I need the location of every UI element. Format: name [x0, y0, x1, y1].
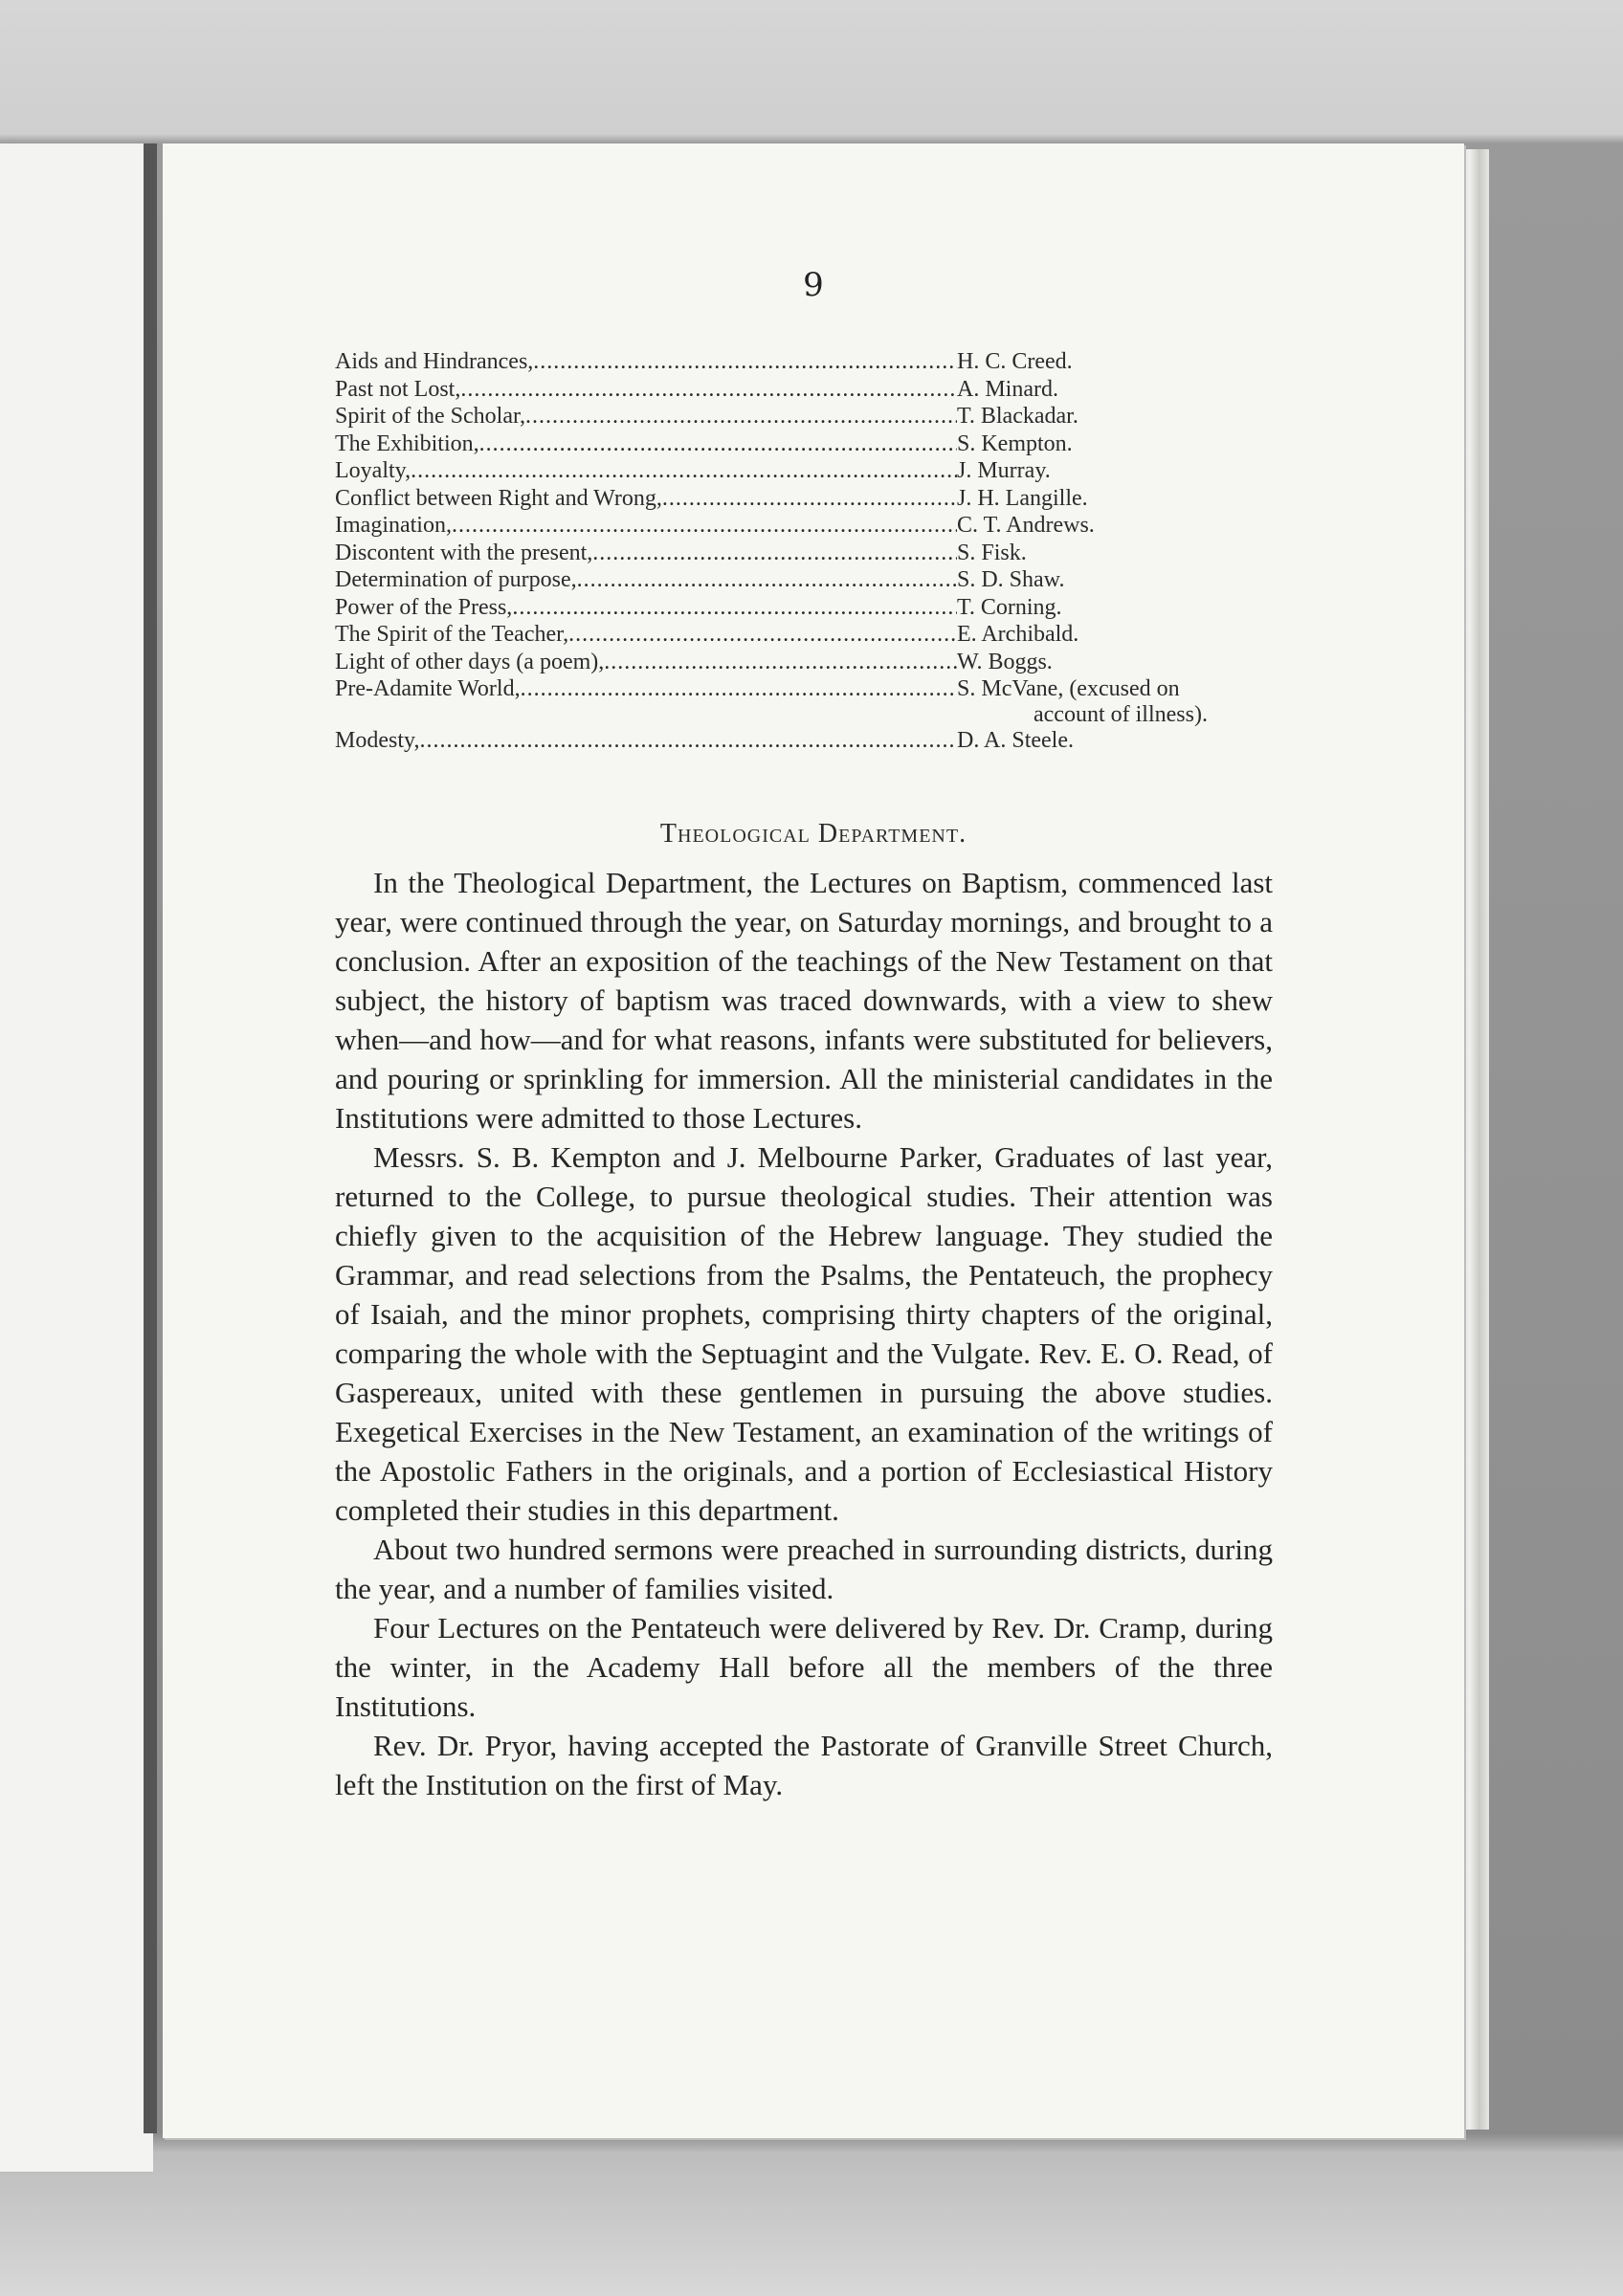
essay-title: The Spirit of the Teacher, .....	[335, 621, 957, 649]
essay-list-item	[335, 457, 1321, 485]
paragraph: Four Lectures on the Pentateuch were delivered by Rev. Dr. Cramp, during the winter, in the Academy Hall before all the members of the three Institutions.	[335, 1611, 1273, 1723]
essay-author: H. C. Creed.	[957, 349, 1073, 374]
essay-author: T. Corning.	[957, 594, 1062, 620]
essay-author-continuation: account of illness).	[1034, 701, 1208, 727]
essay-list-item	[335, 512, 1321, 540]
essay-author: T. Blackadar.	[957, 404, 1078, 429]
essay-title: Aids and Hindrances, .....	[335, 348, 957, 376]
essay-author: J. Murray.	[957, 458, 1051, 483]
essay-author: S. Fisk.	[957, 540, 1027, 565]
essay-list-item	[335, 485, 1321, 513]
paragraph: Rev. Dr. Pryor, having accepted the Pastorate of Granville Street Church, left the Institution on the first of May.	[335, 1729, 1273, 1801]
book-page	[163, 144, 1464, 2138]
essay-author: D. A. Steele.	[957, 727, 1074, 753]
essay-title: Imagination, .....	[335, 512, 957, 540]
essay-author: C. T. Andrews.	[957, 513, 1095, 538]
essay-title: Past not Lost, .....	[335, 376, 957, 404]
essay-author: E. Archibald.	[957, 622, 1079, 647]
essay-list-item	[335, 403, 1321, 430]
paragraph: About two hundred sermons were preached in surrounding districts, during the year, and a number of families visited.	[335, 1533, 1273, 1605]
essay-list-item	[335, 348, 1321, 376]
page-number: 9	[803, 266, 824, 304]
essay-author: S. McVane, (excused on	[957, 676, 1180, 701]
essay-list	[335, 348, 1321, 754]
essay-title: The Exhibition, .....	[335, 430, 957, 458]
essay-list-item	[335, 649, 1321, 676]
essay-title: Conflict between Right and Wrong, .....	[335, 485, 957, 513]
essay-list-item	[335, 594, 1321, 622]
essay-title: Determination of purpose, .....	[335, 566, 957, 594]
book-spine-shadow	[144, 144, 157, 2133]
essay-title: Loyalty, .....	[335, 457, 957, 485]
essay-author: S. Kempton.	[957, 430, 1073, 456]
paragraph: In the Theological Department, the Lectures on Baptism, commenced last year, were continued through the year, on Saturday mornings, and brought to a conclusion. After an exposition of the teachings of the New Testament on that subject, the history of baptism was traced downwards, with a view to shew when—and how—and for what reasons, infants were substituted for believers, and pouring or sprinkling for immersion. All the ministerial candidates in the Institutions were admitted to those Lectures.	[335, 866, 1273, 1135]
essay-list-item	[335, 540, 1321, 567]
essay-list-item	[335, 675, 1321, 703]
essay-list-item	[335, 621, 1321, 649]
essay-title: Light of other days (a poem), .....	[335, 649, 957, 676]
essay-author: A. Minard.	[957, 376, 1058, 402]
paragraph: Messrs. S. B. Kempton and J. Melbourne Parker, Graduates of last year, returned to the College, to pursue theological studies. Their attention was chiefly given to the acquisition of the Hebrew language. They studied the Grammar, and read selections from the Psalms, the Pentateuch, the prophecy of Isaiah, and the minor prophets, comprising thirty chapters of the original, comparing the whole with the Septuagint and the Vulgate. Rev. E. O. Read, of Gaspereaux, united with these gentlemen in pursuing the above studies. Exegetical Exercises in the New Testament, an examination of the writings of the Apostolic Fathers in the originals, and a portion of Ecclesiastical History completed their studies in this department.	[335, 1140, 1273, 1527]
essay-author: J. H. Langille.	[957, 485, 1088, 511]
essay-title: Spirit of the Scholar, .....	[335, 403, 957, 430]
essay-list-item	[335, 727, 1321, 755]
essay-author: S. D. Shaw.	[957, 567, 1065, 592]
essay-title: Modesty, .....	[335, 727, 957, 755]
essay-title: Power of the Press, .....	[335, 594, 957, 622]
essay-list-item	[335, 430, 1321, 458]
body-text	[335, 863, 1273, 1804]
section-heading: Theological Department.	[659, 819, 967, 849]
essay-author: W. Boggs.	[957, 649, 1053, 674]
essay-list-item	[335, 566, 1321, 594]
essay-list-item	[335, 376, 1321, 404]
essay-title: Pre-Adamite World, .....	[335, 675, 957, 703]
essay-title: Discontent with the present, .....	[335, 540, 957, 567]
facing-page-edge	[0, 144, 153, 2172]
